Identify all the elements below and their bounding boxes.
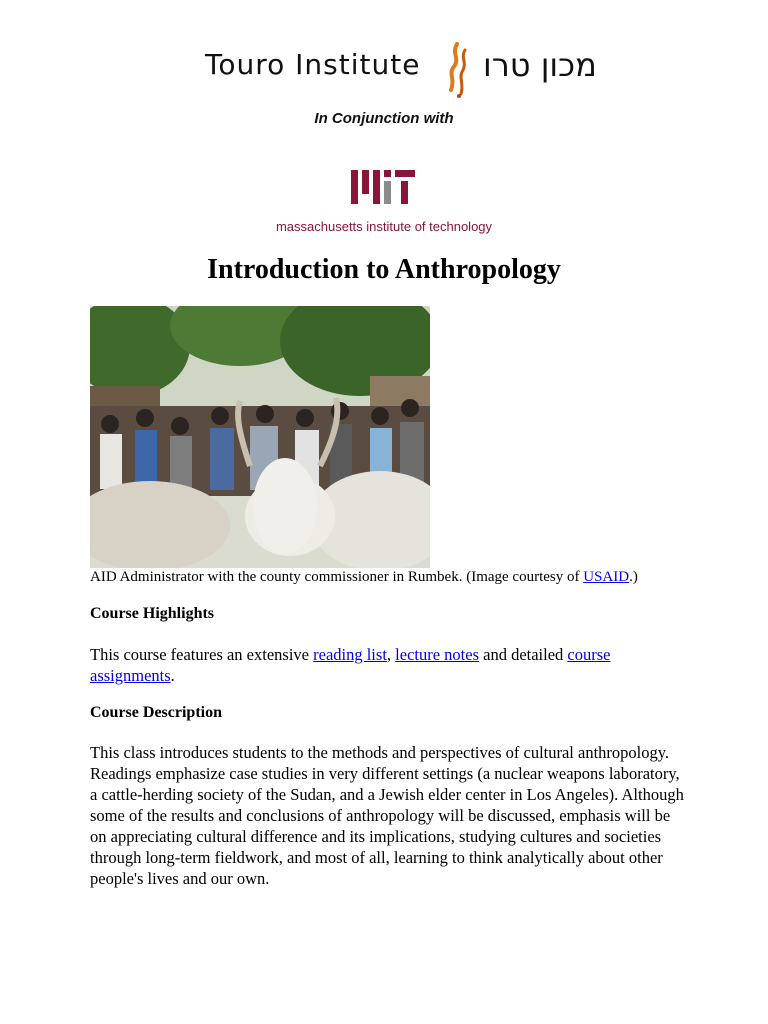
description-paragraph: This class introduces students to the methods and perspectives of cultural anthropology. Readings emphasize case studies in very different settings (a nuclear weapons laboratory, a cattle-herding society of the Sudan, and a Jewish elder center in Los Angeles). Although some of the results and conclusions of anthropology will be discussed, emphasis will be on appreciating cultural difference and its implications, studying cultures and societies through long-term fieldwork, and most of all, learning to think analytically about other people's lives and our own. [90, 743, 684, 888]
mit-logo [351, 170, 415, 204]
cattle-photo [90, 306, 430, 568]
lecture-notes-link[interactable]: lecture notes [395, 645, 479, 664]
highlights-sep: , [386, 645, 396, 664]
highlights-text-1: This course features an extensive [90, 645, 314, 664]
usaid-link[interactable]: USAID [583, 569, 630, 585]
highlights-text-3: . [170, 666, 175, 685]
description-heading: Course Description [90, 704, 222, 721]
mit-name: massachusetts institute of technology [275, 219, 493, 234]
course-assignments-link[interactable]: course assignments [90, 645, 611, 685]
caption-text: AID Administrator with the county commissioner in Rumbek. (Image courtesy of [90, 569, 584, 585]
highlights-paragraph [90, 644, 690, 686]
highlights-text-2: and detailed [479, 645, 568, 664]
touro-name: Touro Institute [205, 48, 421, 81]
conjunction-text: In Conjunction with [314, 110, 454, 127]
page-title: Introduction to Anthropology [207, 254, 561, 285]
caption-end: .) [629, 569, 638, 585]
flame-icon [443, 40, 473, 98]
touro-logo [205, 40, 625, 100]
reading-list-link[interactable]: reading list [313, 645, 387, 664]
highlights-heading: Course Highlights [90, 605, 215, 622]
hebrew-name: מכון טרו [483, 46, 597, 84]
photo-caption [90, 569, 638, 586]
